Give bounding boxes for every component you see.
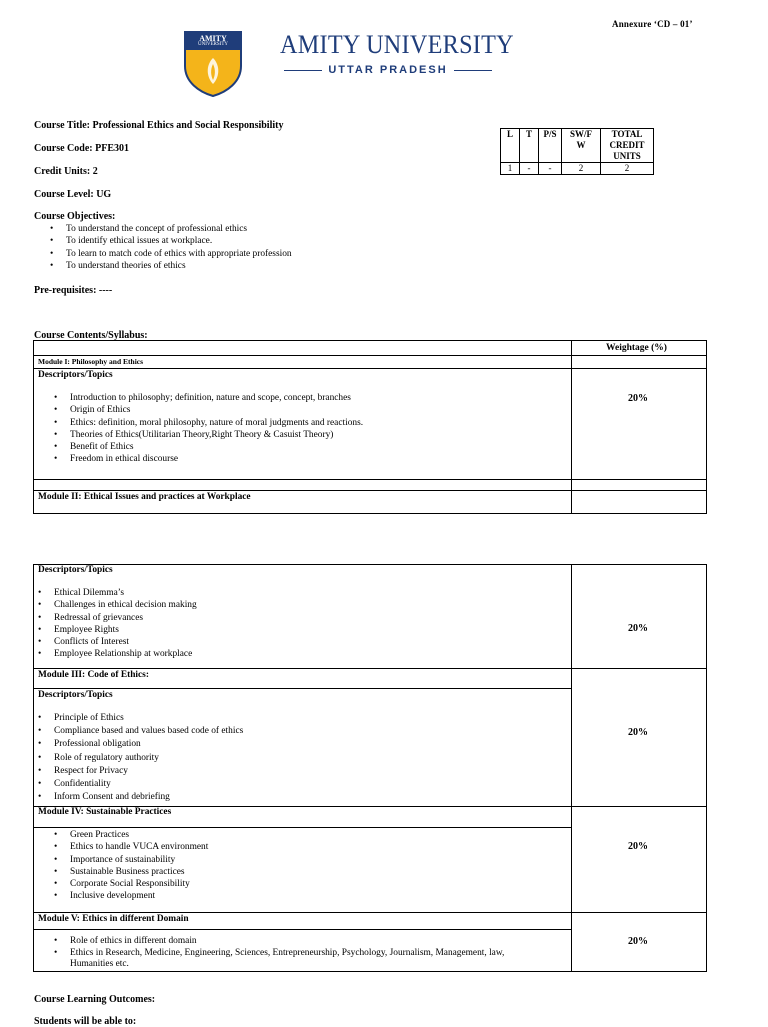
- university-crest-logo: [183, 30, 243, 98]
- list-item: • Corporate Social Responsibility: [70, 878, 208, 890]
- module-5-topic-continuation: Humanities etc.: [70, 959, 129, 969]
- list-item: • Principle of Ethics: [54, 712, 243, 725]
- list-item: • Inclusive development: [70, 890, 208, 902]
- credits-table: [500, 128, 654, 175]
- course-level: Course Level: UG: [34, 189, 112, 200]
- university-name: AMITY UNIVERSITY: [280, 30, 514, 59]
- table-header-cell: L: [501, 129, 520, 163]
- divider: [284, 70, 322, 71]
- list-item: • Redressal of grievances: [54, 612, 197, 624]
- module-2-title: Module II: Ethical Issues and practices at Workplace: [38, 492, 251, 502]
- list-item: • To understand the concept of professional ethics: [66, 223, 292, 235]
- module-5-weight: 20%: [628, 936, 648, 947]
- module-4-topics: [70, 829, 208, 903]
- module-1-title: Module I: Philosophy and Ethics: [38, 357, 144, 366]
- students-able-text: Students will be able to:: [34, 1016, 137, 1027]
- course-code: Course Code: PFE301: [34, 143, 129, 154]
- list-item: • To understand theories of ethics: [66, 260, 292, 272]
- table-cell: 2: [562, 163, 601, 175]
- table-cell: -: [520, 163, 539, 175]
- list-item: • Freedom in ethical discourse: [70, 453, 363, 465]
- table-header-cell: P/S: [539, 129, 562, 163]
- list-item: • Employee Rights: [54, 624, 197, 636]
- list-item: • Origin of Ethics: [70, 404, 363, 416]
- list-item: • Importance of sustainability: [70, 854, 208, 866]
- university-state-line: [284, 64, 492, 76]
- list-item: • Role of ethics in different domain: [70, 935, 504, 947]
- module-1-topics: [70, 392, 363, 466]
- credit-units: Credit Units: 2: [34, 166, 98, 177]
- university-state: UTTAR PRADESH: [328, 64, 448, 76]
- list-item: • Compliance based and values based code of ethics: [54, 725, 243, 738]
- list-item: • Conflicts of Interest: [54, 636, 197, 648]
- objectives-list: [66, 223, 292, 272]
- table-header-cell: TOTAL CREDIT UNITS: [601, 129, 654, 163]
- list-item: • Sustainable Business practices: [70, 866, 208, 878]
- module-2-weight: 20%: [628, 623, 648, 634]
- module-1-weight: 20%: [628, 393, 648, 404]
- list-item: • Benefit of Ethics: [70, 441, 363, 453]
- course-title: Course Title: Professional Ethics and Social Responsibility: [34, 120, 284, 131]
- objectives-heading: Course Objectives:: [34, 211, 116, 222]
- weightage-heading: Weightage (%): [606, 343, 667, 353]
- list-item: • Role of regulatory authority: [54, 752, 243, 765]
- list-item: • Ethics to handle VUCA environment: [70, 841, 208, 853]
- module-5-title: Module V: Ethics in different Domain: [38, 914, 189, 924]
- list-item: • Ethical Dilemma’s: [54, 587, 197, 599]
- annexure-label: Annexure ‘CD – 01’: [612, 19, 693, 29]
- module-2-topics: [54, 587, 197, 661]
- module-4-title: Module IV: Sustainable Practices: [38, 807, 172, 817]
- prerequisites: Pre-requisites: ----: [34, 285, 113, 296]
- table-cell: 1: [501, 163, 520, 175]
- list-item: • Professional obligation: [54, 738, 243, 751]
- table-header-cell: T: [520, 129, 539, 163]
- list-item: • To learn to match code of ethics with appropriate profession: [66, 248, 292, 260]
- list-item: • Green Practices: [70, 829, 208, 841]
- list-item: • Ethics: definition, moral philosophy, nature of moral judgments and reactions.: [70, 417, 363, 429]
- module-4-weight: 20%: [628, 841, 648, 852]
- list-item: • Challenges in ethical decision making: [54, 599, 197, 611]
- module-3-weight: 20%: [628, 727, 648, 738]
- table-cell: 2: [601, 163, 654, 175]
- crest-text-university: UNIVERSITY: [198, 42, 228, 47]
- list-item: • Ethics in Research, Medicine, Engineering, Sciences, Entrepreneurship, Psychology, Journalism, Management, law,: [70, 947, 504, 959]
- table-cell: -: [539, 163, 562, 175]
- module-3-title: Module III: Code of Ethics:: [38, 670, 149, 680]
- list-item: • Employee Relationship at workplace: [54, 648, 197, 660]
- module-3-topics: [54, 712, 243, 804]
- list-item: • Introduction to philosophy; definition, nature and scope, concept, branches: [70, 392, 363, 404]
- divider: [454, 70, 492, 71]
- list-item: • Inform Consent and debriefing: [54, 791, 243, 804]
- descriptors-label: Descriptors/Topics: [38, 690, 113, 700]
- list-item: • Confidentiality: [54, 778, 243, 791]
- crest-text-amity: AMITY: [199, 34, 227, 43]
- contents-heading: Course Contents/Syllabus:: [34, 330, 148, 341]
- learning-outcomes-heading: Course Learning Outcomes:: [34, 994, 156, 1005]
- descriptors-label: Descriptors/Topics: [38, 370, 113, 380]
- list-item: • To identify ethical issues at workplace.: [66, 235, 292, 247]
- module-5-topics: [70, 935, 504, 960]
- table-header-cell: SW/F W: [562, 129, 601, 163]
- list-item: • Theories of Ethics(Utilitarian Theory,Right Theory & Casuist Theory): [70, 429, 363, 441]
- list-item: • Respect for Privacy: [54, 765, 243, 778]
- descriptors-label: Descriptors/Topics: [38, 565, 113, 575]
